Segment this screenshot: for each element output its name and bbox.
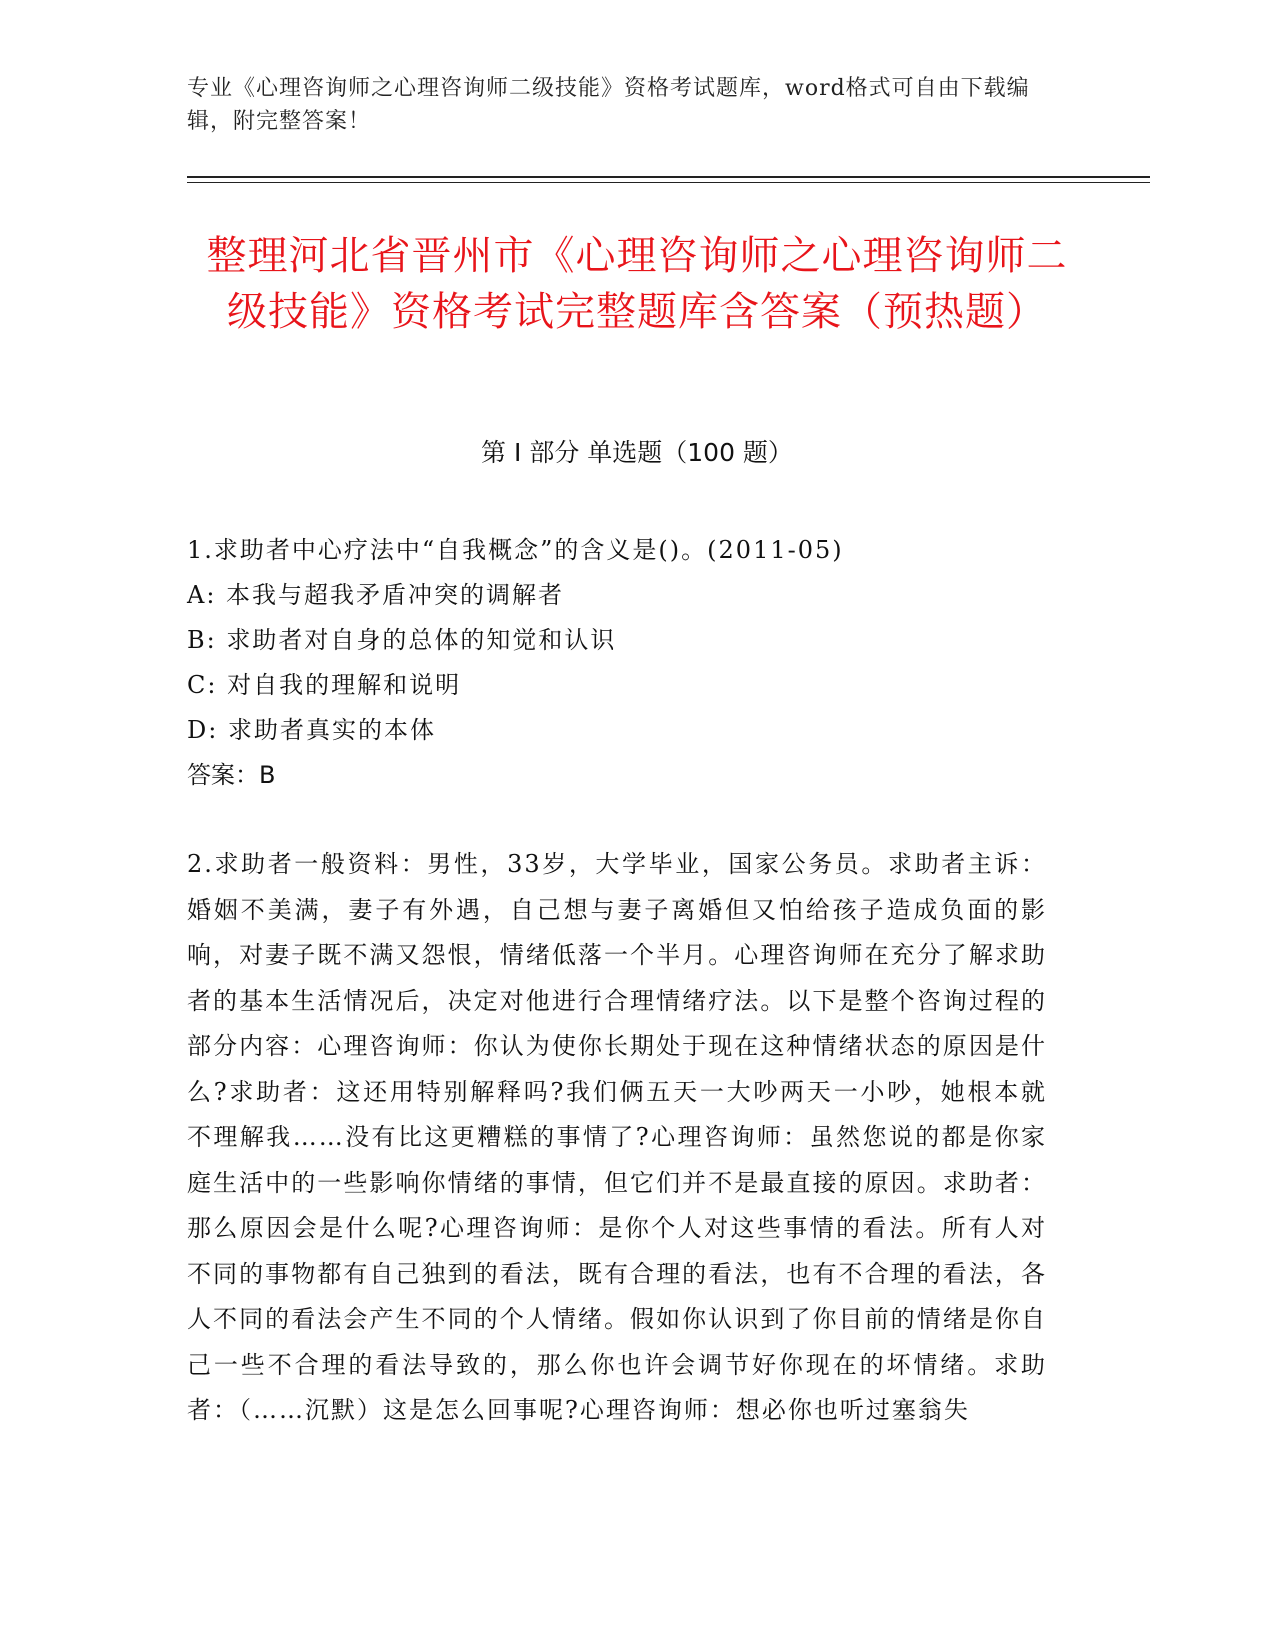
question-1: [187, 528, 1067, 798]
question-stem: 1.求助者中心疗法中“自我概念”的含义是()。(2011-05): [187, 536, 844, 564]
header-divider-thick: [187, 176, 1150, 178]
document-title: 整理河北省晋州市《心理咨询师之心理咨询师二级技能》资格考试完整题库含答案（预热题）: [206, 233, 1068, 335]
option-d: D: 求助者真实的本体: [187, 716, 436, 744]
header-note: 专业《心理咨询师之心理咨询师二级技能》资格考试题库，word格式可自由下载编辑，附完整答案！: [187, 76, 1030, 134]
header-divider-thin: [187, 182, 1150, 183]
option-a: A: 本我与超我矛盾冲突的调解者: [187, 581, 565, 609]
section-heading: 第 I 部分 单选题（100 题）: [481, 438, 793, 467]
option-b: B: 求助者对自身的总体的知觉和认识: [187, 626, 617, 654]
option-c: C: 对自我的理解和说明: [187, 671, 462, 699]
answer-label: 答案：B: [187, 761, 276, 789]
question-stem: 2.求助者一般资料：男性，33岁，大学毕业，国家公务员。求助者主诉：婚姻不美满，妻子有外遇，自己想与妻子离婚但又怕给孩子造成负面的影响，对妻子既不满又怨恨，情绪低落一个半月。心理咨询师在充分了解求助者的基本生活情况后，决定对他进行合理情绪疗法。以下是整个咨询过程的部分内容：心理咨询师：你认为使你长期处于现在这种情绪状态的原因是什么?求助者：这还用特别解释吗?我们俩五天一大吵两天一小吵，她根本就不理解我……没有比这更糟糕的事情了?心理咨询师：虽然您说的都是你家庭生活中的一些影响你情绪的事情，但它们并不是最直接的原因。求助者：那么原因会是什么呢?心理咨询师：是你个人对这些事情的看法。所有人对不同的事物都有自己独到的看法，既有合理的看法，也有不合理的看法，各人不同的看法会产生不同的个人情绪。假如你认识到了你目前的情绪是你自己一些不合理的看法导致的，那么你也许会调节好你现在的坏情绪。求助者：（……沉默）这是怎么回事呢?心理咨询师：想必你也听过塞翁失: [187, 850, 1047, 1424]
question-2: [187, 842, 1067, 1434]
